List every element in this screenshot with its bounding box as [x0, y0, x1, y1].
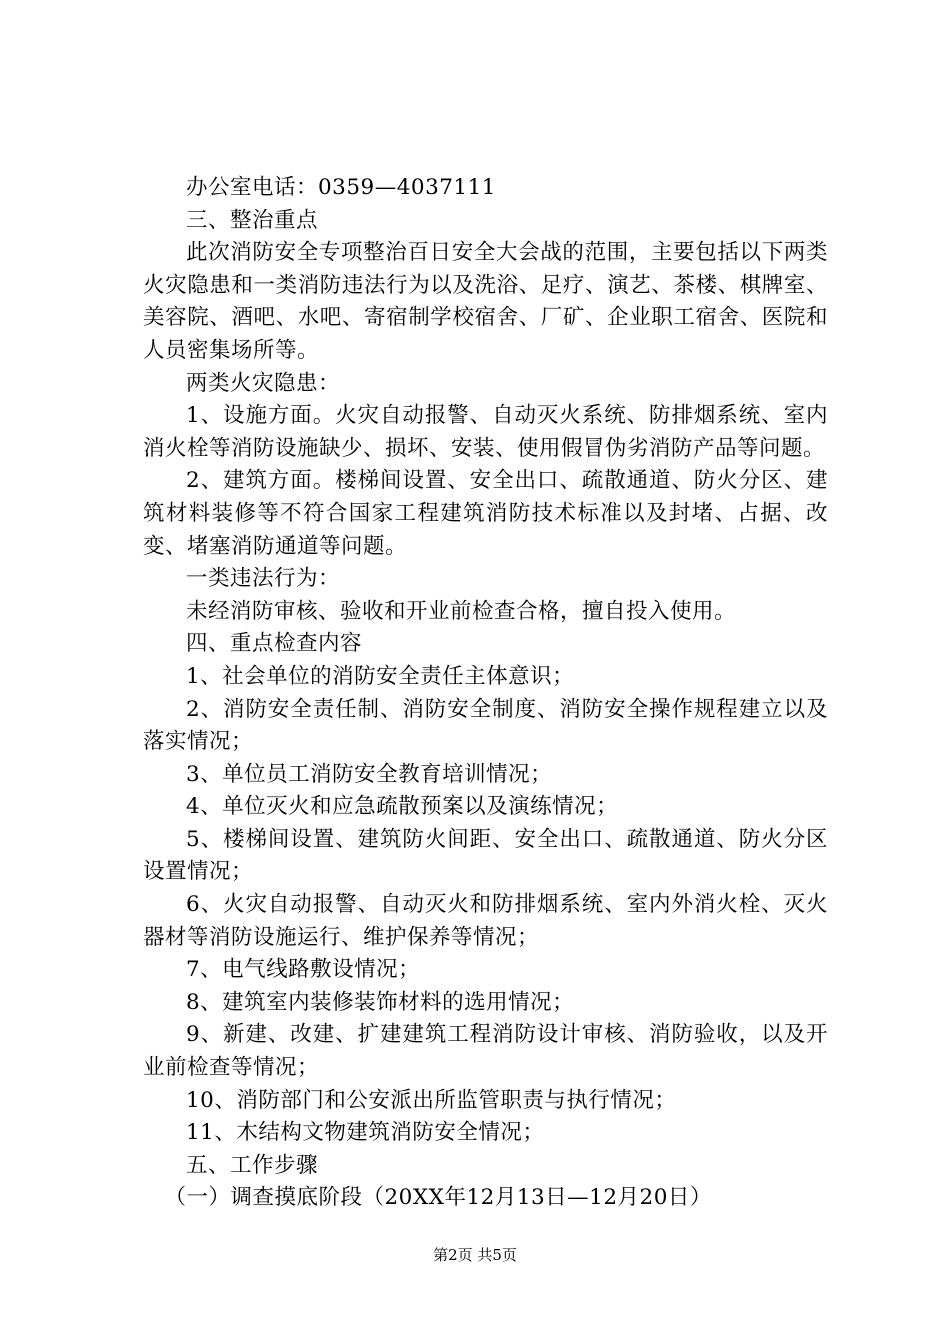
section-heading-inspection: 四、重点检查内容 — [186, 631, 363, 657]
violation-heading: 一类违法行为： — [186, 566, 341, 592]
inspection-item-7: 7、电气线路敷设情况； — [186, 957, 421, 983]
inspection-item-11: 11、木结构文物建筑消防安全情况； — [186, 1120, 545, 1146]
page-number-footer: 第2页 共5页 — [433, 1246, 517, 1264]
inspection-item-1: 1、社会单位的消防安全责任主体意识； — [186, 663, 575, 689]
section-heading-focus: 三、整治重点 — [186, 207, 319, 233]
office-phone-line: 办公室电话：0359—4037111 — [186, 175, 496, 200]
inspection-item-9: 9、新建、改建、扩建建筑工程消防设计审核、消防验收，以及开业前检查等情况； — [143, 1022, 828, 1081]
inspection-item-10: 10、消防部门和公安派出所监管职责与执行情况； — [186, 1087, 677, 1113]
inspection-item-5: 5、楼梯间设置、建筑防火间距、安全出口、疏散通道、防火分区设置情况； — [143, 826, 828, 885]
inspection-item-4: 4、单位灭火和应急疏散预案以及演练情况； — [186, 794, 619, 820]
inspection-item-6: 6、火灾自动报警、自动灭火和防排烟系统、室内外消火栓、灭火器材等消防设施运行、维护保养等情况； — [143, 892, 828, 950]
inspection-item-8: 8、建筑室内装修装饰材料的选用情况； — [186, 989, 575, 1015]
hazard-types-heading: 两类火灾隐患： — [186, 370, 341, 396]
section-heading-steps: 五、工作步骤 — [186, 1152, 319, 1178]
document-body — [143, 172, 828, 1215]
scope-paragraph: 此次消防安全专项整治百日安全大会战的范围，主要包括以下两类火灾隐患和一类消防违法行为以及洗浴、足疗、演艺、茶楼、棋牌室、美容院、酒吧、水吧、寄宿制学校宿舍、厂矿、企业职工宿舍、医院和人员密集场所等。 — [143, 240, 828, 363]
step-survey-phase: （一）调查摸底阶段（20XX年12月13日—12月20日） — [164, 1185, 712, 1211]
hazard-buildings-paragraph: 2、建筑方面。楼梯间设置、安全出口、疏散通道、防火分区、建筑材料装修等不符合国家工程建筑消防技术标准以及封堵、占据、改变、堵塞消防通道等问题。 — [143, 468, 828, 559]
violation-paragraph: 未经消防审核、验收和开业前检查合格，擅自投入使用。 — [186, 598, 737, 624]
inspection-item-2: 2、消防安全责任制、消防安全制度、消防安全操作规程建立以及落实情况； — [143, 696, 828, 755]
inspection-item-3: 3、单位员工消防安全教育培训情况； — [186, 761, 553, 787]
hazard-facilities-paragraph: 1、设施方面。火灾自动报警、自动灭火系统、防排烟系统、室内消火栓等消防设施缺少、损坏、安装、使用假冒伪劣消防产品等问题。 — [143, 403, 828, 461]
